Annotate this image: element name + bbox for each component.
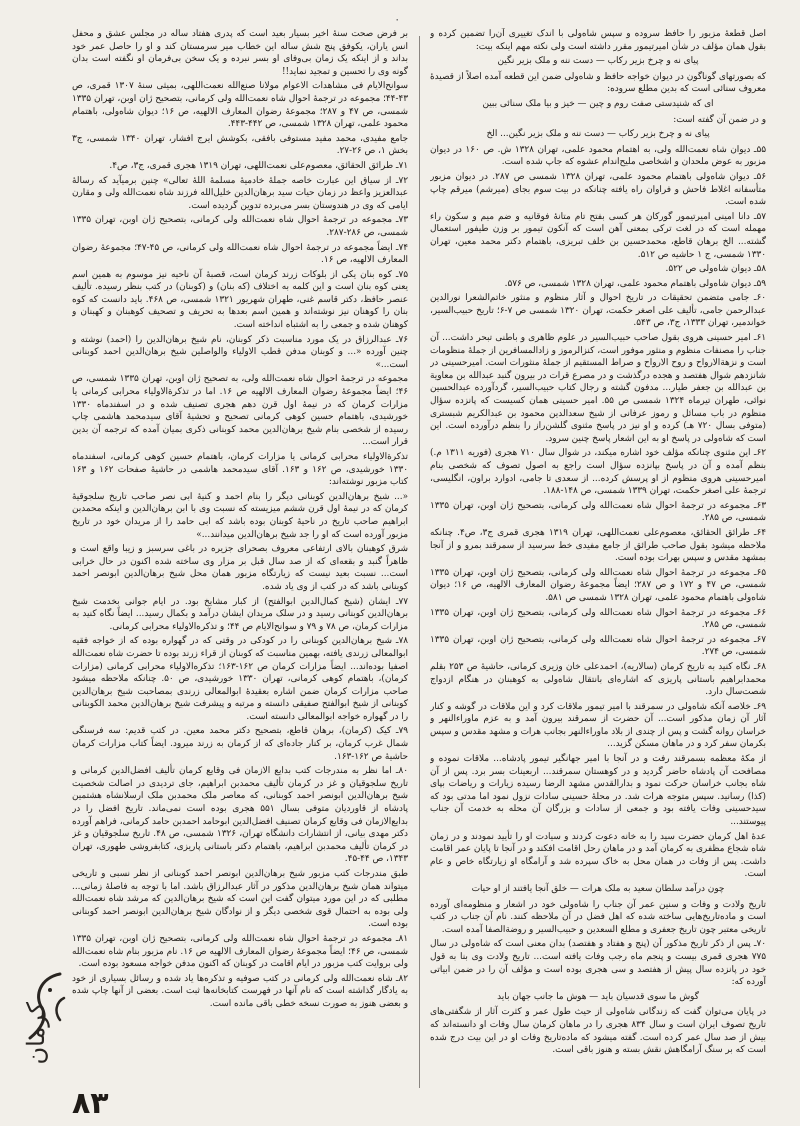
paragraph: ۶۷ـ مجموعه در ترجمهٔ احوال شاه نعمت‌الله ولی کرمانی، بتصحیح ژان اوبن، تهران ۱۳۳۵ شمسی، ص ۲۷۴. <box>430 634 766 658</box>
paragraph: ۶۸ـ نگاه کنید به تاریخ کرمان (سالاریه)، احمدعلی خان وزیری کرمانی، حاشیهٔ ص ۲۵۳ بقلم محمدابراهیم باستانی پاریزی که اشاره‌ای بانتقال شاه‌ولی به کوهبنان در هنگام ازدواج شصت‌سال دارد. <box>430 661 766 698</box>
paragraph: ۶۶ـ مجموعه در ترجمهٔ احوال شاه نعمت‌الله ولی کرمانی، بتصحیح ژان اوبن، تهران ۱۳۳۵ شمسی، ص ۲۸۵. <box>430 607 766 631</box>
paragraph: ۶۲ـ این مثنوی چنانکه مؤلف خود اشاره میکند، در شوال سال ۷۱۰ هجری (فوریه ۱۳۱۱ م.) بنظم آمده و آن در پاسخ بپانزده سؤال است راجع به اصول تصوف که شخصی بنام امیرحسینی هروی منظوم از او پرسش کرده... از سعدی تا جامی، ادوارد براون، انگلیسی، ترجمهٔ علی اصغر حکمت، تهران ۱۳۳۹ شمسی، ص ۱۴۸-۱۸۸. <box>430 448 766 497</box>
column-divider <box>419 36 420 1088</box>
paragraph: ۷۳ـ مجموعه در ترجمهٔ احوال شاه نعمت‌الله ولی کرمانی، بتصحیح ژان اوبن، تهران ۱۳۳۵ شمسی، ص ۲۸۶-۲۸۷. <box>72 215 408 238</box>
paragraph: تاریخ ولادت و وفات و سنین عمر آن جناب را شاه‌ولی خود در اشعار و منظومه‌ای آورده است و ماده‌تاریخ‌هایی ساخته شده که اهل فضل در آن ملاحظه کنند. نام آن جناب در کتب تاریخی معتبر چون تاریخ جعفری و مطلع السعدین و حبیب‌السیر و روضة‌الصفا آمده است. <box>430 899 766 935</box>
paragraph: تذکرة‌الاولیاء محرابی کرمانی یا مزارات کرمان، باهتمام حسین کوهی کرمانی، اسفندماه ۱۳۳۰ خورشیدی، ص ۱۶۲ و ۱۶۳. آقای سیدمحمد هاشمی در حاشیهٔ صفحات ۱۶۲ و ۱۶۳ کتاب مزبور نوشته‌اند: <box>72 452 408 488</box>
poem-verse: ای که شنیدستی صفت روم و چین — خیز و بیا ملک سنائی ببین <box>482 98 714 109</box>
paragraph: ۵۶ـ دیوان شاه‌ولی باهتمام محمود علمی، تهران ۱۳۲۸ شمسی ص ۲۸۷. در دیوان مزبور متأسفانه اغلاط فاحش و فراوان راه یافته چنانکه در بیت سوم بجای (میرشم) میرقم چاپ شده است. <box>430 171 766 208</box>
paragraph: ۸۱ـ مجموعه در ترجمهٔ احوال شاه نعمت‌الله ولی کرمانی، بتصحیح ژان اوبن، تهران ۱۳۳۵ شمسی، ص ۴۶؛ ایضاً مجموعهٔ رضوان المعارف الالهیه ص ۱۶. نام مزبور بنام شاه نعمت‌الله ولی بروایت کتب مزبور در ایام اقامت در کوبنان که اکنون مدفن خواجه مسعود بوده است. <box>72 933 408 970</box>
paragraph: ۶۹ـ خلاصه آنکه شاه‌ولی در سمرقند با امیر تیمور ملاقات کرد و این ملاقات در گوشه و کنار آثار آن زمان مذکور است... آن حضرت از سمرقند بیرون آمد و به عزم ماوراءالنهر و خراسان روانه گشت و پس از چندی از بلاد ماوراءالنهر بجانب هرات و مشهد مقدس و سپس بکرمان سفر کرد و در ماهان مسکن گزید... <box>430 701 766 750</box>
paragraph: سوانح‌الایام فی مشاهدات الاعوام مولانا صنع‌الله نعمت‌اللهی، بمیثی سنهٔ ۱۳۰۷ قمری، ص ۴۳-۴۴؛ مجموعه در ترجمهٔ احوال شاه نعمت‌الله ولی کرمانی، بتصحیح ژان اوبن، تهران ۱۳۳۵ شمسی، ص ۴۷ و ۲۸۷؛ مجموعهٔ رضوان المعارف الالهیه، ص ۱۶؛ دیوان شاه‌ولی، باهتمام محمود علمی، تهران ۱۳۲۸ شمسی، ص ۴۴۲-۴۴۳. <box>72 81 408 130</box>
paragraph: عدهٔ اهل کرمان حضرت سید را به خانه دعوت کردند و سیادت او را تأیید نمودند و در زمان شاه شجاع مظفری به کرمان آمد و در ماهان رحل اقامت افکند و در آنجا تا پایان عمر اقامت داشت. پس از وفات در همان محل به خاک سپرده شد و آرامگاه او زیارتگاه خاص و عام است. <box>430 831 766 880</box>
paragraph: شرق کوهبنان بالای ارتفاعی معروف بصحرای جزیره در باغی سرسبز و زیبا واقع است و ظاهراً گنبد و بقعه‌ای که از صد سال قبل بر مزار وی ساخته شده اکنون در حال خرابی است... نسبت بعید نیست که زیارتگاه مزبور همان محل شیخ برهان‌الدین ابونصر احمد کوبنانی باشد که در کتب از وی یاد شده. <box>72 544 408 592</box>
paragraph: از مکهٔ معظمه بسمرقند رفت و در آنجا با امیر جهانگیر تیمور پادشاه... ملاقات نموده و مصافحت آن پادشاه حاضر گردید و در کوهستان سمرقند... اربعینات بسر برد. پس از آن شاه بجانب خراسان حرکت نمود و بدارالقدس مشهد الرضا رسیده زیارات و ریاضات بپای (کذا) رسانید. سپس متوجه هرات شد. در محلهٔ حسینی سادات نزول نمود اما مدتی بود که سیدحسینی وفات یافته بود و جمعی از سادات و بزرگان آن محله به خدمت آن جناب پیوستند... <box>430 754 766 828</box>
paragraph: ۶۵ـ مجموعه در ترجمهٔ احوال شاه نعمت‌الله ولی کرمانی، بتصحیح ژان اوبن، تهران ۱۳۳۵ شمسی، ص ۴۷ و ۱۷۲ و ص ۲۸۷؛ ایضاً مجموعهٔ رضوان المعارف الالهیه، ص ۱۶؛ دیوان شاه‌ولی باهتمام محمود علمی، تهران ۱۳۲۸ شمسی ص ۵۸۱. <box>430 567 766 603</box>
paragraph: ۵۷ـ دانا امینی امیرتیمور گورکان هر کسی بفتح تام متانهٔ فوقانیه و ضم میم و سکون راء مهمله است که در لغت ترکی بمعنی آهن است که آنکون تیمور بر وزن طیفور استعمال گشته... الخ برهان قاطع، محمدحسین بن خلف تبریزی، باهتمام دکتر محمد معین، تهران ۱۳۳۰ شمسی، ج ۱ حاشیه ص ۵۱۲. <box>430 211 766 260</box>
paragraph: ۷۸ـ شیخ برهان‌الدین کوبنانی را در کودکی در وقتی که در گهواره بوده که از خواجه فقیه ابوالمعالی زرندی یافته، بهمین مناسبت که کوبنان از قراء زرند بوده تا حضرت شاه نعمت‌الله اصفیا بوده‌اند... ایضاً مزارات کرمان ص ۱۶۲-۱۶۳؛ تذکره‌الاولیاء محرابی کرمانی (مزارات کرمان)، باهتمام کوهی کرمانی، تهران ۱۳۳۰ خورشیدی، ص ۵۰. چنانکه ملاحظه میشود صاحب مزارات کرمان ضمن اشاره بعقیدهٔ ابوالمعالی زرندی بمصاحبت شیخ برهان‌الدین کوبنانی از شیخ ابوالفتح صفیقی دانسته و مرتبه و پیشرفت شیخ برهان‌الدین محمد الکوبنانی را در گهواره خواجه ابوالمعالی دانسته است. <box>72 636 408 722</box>
paragraph: که بصورتهای گوناگون در دیوان خواجه حافظ و شاه‌ولی ضمن این قطعه آمده اصلاً از قصیدهٔ معروف سنائی است که بدین مطلع سروده: <box>430 71 766 95</box>
paragraph: طبق مندرجات کتب مزبور شیخ برهان‌الدین ابونصر احمد کوبنانی از نظر نسبی و تاریخی میتواند همان شیخ برهان‌الدین مذکور در آثار عبدالرزاق باشد. اما با توجه به فاصلهٔ زمانی... مطلبی که در این مورد میتوان گفت این است که شیخ برهان‌الدین که مرشد شاه نعمت‌الله ولی بوده به احتمال قوی شخصی دیگر و از نوادگان شیخ برهان‌الدین ابونصر احمد کوبنانی بوده است. <box>72 869 408 930</box>
poem-verse: پیای نه و چرخ بزیر رکاب — دست ننه و ملک بزیر نگین... الخ <box>486 129 710 140</box>
paragraph: بر فرض صحت سنهٔ اخیر بسیار بعید است که پدری هفتاد ساله در مجلس عشق و محفل انس یاران، یکوفق پنج شش ساله این خطاب میر سرمستان کند و او را حاصل عمر خود بداند و از اینکه یک زمان بی‌وفای او بسر نبرده و یک سخن بی‌فرمان او نگفته است بدان گونه وی را تحسین و تمجید نماید!! <box>72 29 408 77</box>
paragraph: ۷۰ـ پس از ذکر تاریخ مذکور آن (پنج و هفتاد و هفتصد) بدان معنی است که شاه‌ولی در سال ۷۷۵ هجری قمری بیست و پنجم ماه رجب وفات یافته است... تاریخ ولادت وی بنا به قول خود در پانزده سال پیش از هفتصد و سی هجری بوده است و مؤلف آن را در ضمن ابیاتی آورده که: <box>430 939 766 988</box>
paragraph: ۵۹ـ دیوان شاه‌ولی باهتمام محمود علمی، تهران ۱۳۲۸ شمسی، ص ۵۷۶. <box>504 278 766 289</box>
paragraph: ۷۱ـ طرائق الحقائق، معصوم‌علی نعمت‌اللهی، تهران ۱۳۱۹ هجری قمری، ج۳، ص۴. <box>109 160 408 171</box>
paragraph: ۸۰ـ اما نظر به مندرجات کتب بدایع الازمان فی وقایع کرمان تألیف افضل‌الدین کرمانی و تاریخ سلجوقیان و غز در کرمان تألیف محمدبن ابراهیم، جای تردیدی در اصالت شخصیت شیخ برهان‌الدین ابونصر احمد کوبنانی، که معاصر ملک محمدبن ملک ارسلانشاه هشتمین پادشاه از قاوردیان متوفی بسال ۵۵۱ هجری بوده است نمی‌ماند. تاریخ افضل را در بدایع‌الازمان فی وقایع کرمان تصنیف افضل‌الدین ابوحامد احمدبن حامد کرمانی، فراهم آورده دکتر مهدی بیانی، از انتشارات دانشگاه تهران، ۱۳۲۶ شمسی، ص ۴۸. تاریخ سلجوقیان و غز در کرمان تألیف محمدبن ابراهیم، باهتمام دکتر باستانی پاریزی، کتابفروشی طهوری، تهران ۱۳۴۳، ص ۴۴-۴۵. <box>72 766 408 865</box>
left-text-column <box>72 28 408 1088</box>
paragraph: مجموعه در ترجمهٔ احوال شاه نعمت‌الله ولی، به تصحیح ژان اوبن، تهران ۱۳۳۵ شمسی، ص ۴۶؛ ایضاً مجموعهٔ رضوان المعارف الالهیه ص ۱۶. اما در تذکرة‌الاولیاء محرابی کرمانی یا مزارات کرمان که در نیمهٔ اول قرن دهم هجری تصنیف شده و در اسفندماه ۱۳۳۰ خورشیدی، باهتمام حسین کوهی کرمانی تصحیح و تحشیهٔ آقای سیدمحمد هاشمی چاپ رسیده از شخصی بنام شیخ برهان‌الدین محمد کوبنانی ذکری بمیان آمده که ترجمه آن بدین قرار است... <box>72 374 408 448</box>
paragraph: در پایان می‌توان گفت که زندگانی شاه‌ولی از حیث طول عمر و کثرت آثار از شگفتی‌های تاریخ تصوف ایران است و سال ۸۳۴ هجری را در ماهان کرمان سال وفات او دانسته‌اند که بیش از صد سال عمر کرده است. گفته میشود که ماده‌تاریخ وفات او در این بیت درج شده است که بر سنگ آرامگاهش نقش بسته و هنوز باقی است. <box>430 1007 766 1056</box>
poem-verse: گوش ما سوی قدسیان باید — هوش ما جانب جهان باید <box>497 991 699 1002</box>
poem-verse: چون درآمد سلطان سعید به ملک هرات — خلق آنجا یافتند از او حیات <box>471 884 725 894</box>
paragraph: ۶۰ـ جامی متضمن تحقیقات در تاریخ احوال و آثار منظوم و منثور خاتم‌الشعرا نورالدین عبدالرحمن جامی، تألیف علی اصغر حکمت، تهران ۱۳۲۰ شمسی ص ۷-۶؛ تاریخ حبیب‌السیر، خواندمیر، تهران ۱۳۳۳، ج۳، ص ۵۴۳. <box>430 293 766 329</box>
paragraph: ۶۱ـ امیر حسینی هروی بقول صاحب حبیب‌السیر در علوم ظاهری و باطنی تبحر داشت... آن جناب را مصنفات منظوم و منثور موفور است، کنزالرموز و زادالمسافرین از جملهٔ منظومات است و نزهة‌الارواح و روح الارواح و صراط المستقیم از جملهٔ منثورات است. امیرحسینی در شانزدهم شوال هفتصد و هجده درگذشت و در مصرع قرات در بیرون گنبد عبدالله بن معاویة بن عبدالله بن جعفر طیار... مدفون گشته و رجال کتاب حبیب‌السیر، گردآورده عبدالحسین نوائی، طهران تیرماه ۱۳۲۴ شمسی ص ۵۵. امیر حسینی همان کسیست که پانزده سؤال منظوم در باب مسائل و رموز عرفانی از شیخ سعدالدین محمود بن عبدالکریم شبستری (متوفی بسال ۷۲۰ هـ) کرده و او نیز در پاسخ مثنوی گلشن‌راز را بنظم درآورده است. این است که شاه‌ولی در پاسخ او به این اشعار پاسخ چنین سرود. <box>430 333 766 444</box>
paragraph: ۷۵ـ کوه بنان یکی از بلوکات زرند کرمان است، قصبهٔ آن ناحیه نیز موسوم به همین اسم یعنی کوه بنان است و این کلمه به اختلاف (که بنان) و (کوبنان) در کتب بنظر رسیده. تألیف عنصر حافظ، دکتر قاسم غنی، طهران شهریور ۱۳۲۱ شمسی، ص ۴۶۸. باید دانست که کوه بنان را کوهنان نیز نوشته‌اند و همین اسم بعدها به تحریف و تصحیف کوهبنان و کهبنان و کوهنان شده و جمعی را به اشتباه انداخته است. <box>72 269 408 331</box>
paragraph: اصل قطعهٔ مزبور را حافظ سروده و سپس شاه‌ولی با اندک تغییری آن‌را تضمین کرده و بقول همان مؤلف در شأن امیرتیمور مقرر داشته است ولی نکته مهم اینکه بیت: <box>430 29 766 52</box>
paragraph: ۵۵ـ دیوان شاه نعمت‌الله ولی، به اهتمام محمود علمی، تهران ۱۳۲۸ ش. ص ۱۶۰ در دیوان مزبور به عوض ملحدان و اشخاصی ملیح‌اندام عشوه که جاپ شده است. <box>430 144 766 168</box>
paragraph: ۸۲ـ شاه نعمت‌الله ولی کرمانی در کتب صوفیه و تذکره‌ها یاد شده و رسائل بسیاری از خود به یادگار گذاشته است که نام آنها در فهرست کتابخانه‌ها ثبت است. بعضی از آنها چاپ شده و بعضی هنوز به صورت نسخه خطی باقی مانده است. <box>72 973 408 1009</box>
paragraph: «... شیخ برهان‌الدین کوبنانی دیگر را بنام احمد و کنیهٔ ابی نصر صاحب تاریخ سلجوقیهٔ کرمان که در نیمهٔ اول قرن ششم میزیسته که نسبت وی با ابن برهان‌الدین و اینکه محمدبن ابراهیم صاحب تاریخ در ناحیهٔ کوبنان بوده باشد که ابی حامد را از مریدان خود در تاریخ مزبور آورده است که او را جد شیخ برهان‌الدین میدانند...» <box>72 491 408 540</box>
top-mark: ۰ <box>394 12 401 26</box>
paragraph: ۷۹ـ کیک (کرمان)، برهان قاطع، بتصحیح دکتر محمد معین. در کتب قدیم: سه فرسنگی شمال غرب کرمان، بر کنار جاده‌ای که از کرمان به زرند میرود. ایضاً کتاب مزارات کرمان حاشیهٔ ص ۱۶۲-۱۶۳. <box>72 726 408 762</box>
paragraph: ۷۷ـ ایشان (شیخ کمال‌الدین ابوالفتح) از کبار مشایخ بود. در ایام جوانی بخدمت شیخ برهان‌الدین کوبنانی رسید و در سلک مریدان ایشان درآمد و بکمال رسید... ایضاً نگاه کنید به مزارات کرمان، ص ۷۸ و ۷۹ و سوانح‌الایام ص ۴۴؛ و تذکره‌الاولیاء محرابی کرمانی. <box>72 596 408 632</box>
paragraph: ۶۳ـ مجموعه در ترجمهٔ احوال شاه نعمت‌الله ولی کرمانی، بتصحیح ژان اوبن، تهران ۱۳۳۵ شمسی، ص ۲۸۵. <box>430 500 766 524</box>
paragraph: ۵۸ـ دیوان شاه‌ولی ص ۵۲۲. <box>665 264 766 275</box>
paragraph: ۷۲ـ از سیاق این عبارت خاصه جملهٔ خادمیهٔ مسلمهٔ اللهٔ تعالی» چنین برمیآید که رسالهٔ عبدالعزیز واعظ در زمان حیات سید برهان‌الدین خلیل‌الله فرزند شاه نعمت‌الله ولی و مقارن ایامی که وی در هندوستان بسر می‌برده تدوین گردیده است. <box>72 175 408 211</box>
page-number: ۸۳ <box>72 1086 109 1121</box>
paragraph: ۶۴ـ طرائق الحقائق، معصوم‌علی نعمت‌اللهی، تهران ۱۳۱۹ هجری قمری ج۳، ص۴. چنانکه ملاحظه میشود بقول صاحب طرائق از جامع مفیدی خط سرسید از سمرقند بمرو و از آنجا بمشهد مقدس و سپس بهرات بوده است. <box>430 527 766 564</box>
paragraph: ۷۶ـ عبدالرزاق در یک مورد مناسبت ذکر کوبنان، نام شیخ برهان‌الدین را (احمد) نوشته و چنین آورده «... و کوبنان مدفن قطب الاولیاء والواصلین شیخ برهان‌الدین احمد کوبنانی است...» <box>72 334 408 370</box>
kerman-logo-text: کرمان <box>22 1002 50 1065</box>
paragraph: ۷۴ـ ایضاً مجموعه در ترجمهٔ احوال شاه نعمت‌الله ولی کرمانی، ص ۴۵-۴۷؛ مجموعهٔ رضوان المعارف الالهیه، ص ۱۶. <box>72 242 408 266</box>
right-text-column <box>430 28 766 1088</box>
poem-verse: پیای نه و چرخ بزیر رکاب — دست ننه و ملک بزیر نگین <box>497 56 699 67</box>
paragraph: جامع مفیدی، محمد مفید مستوفی بافقی، بکوشش ایرج افشار، تهران ۱۳۴۰ شمسی، ج۳ بخش ۱، ص ۲۶-۲۷. <box>72 133 408 157</box>
paragraph: و در ضمن آن گفته است: <box>673 114 766 125</box>
